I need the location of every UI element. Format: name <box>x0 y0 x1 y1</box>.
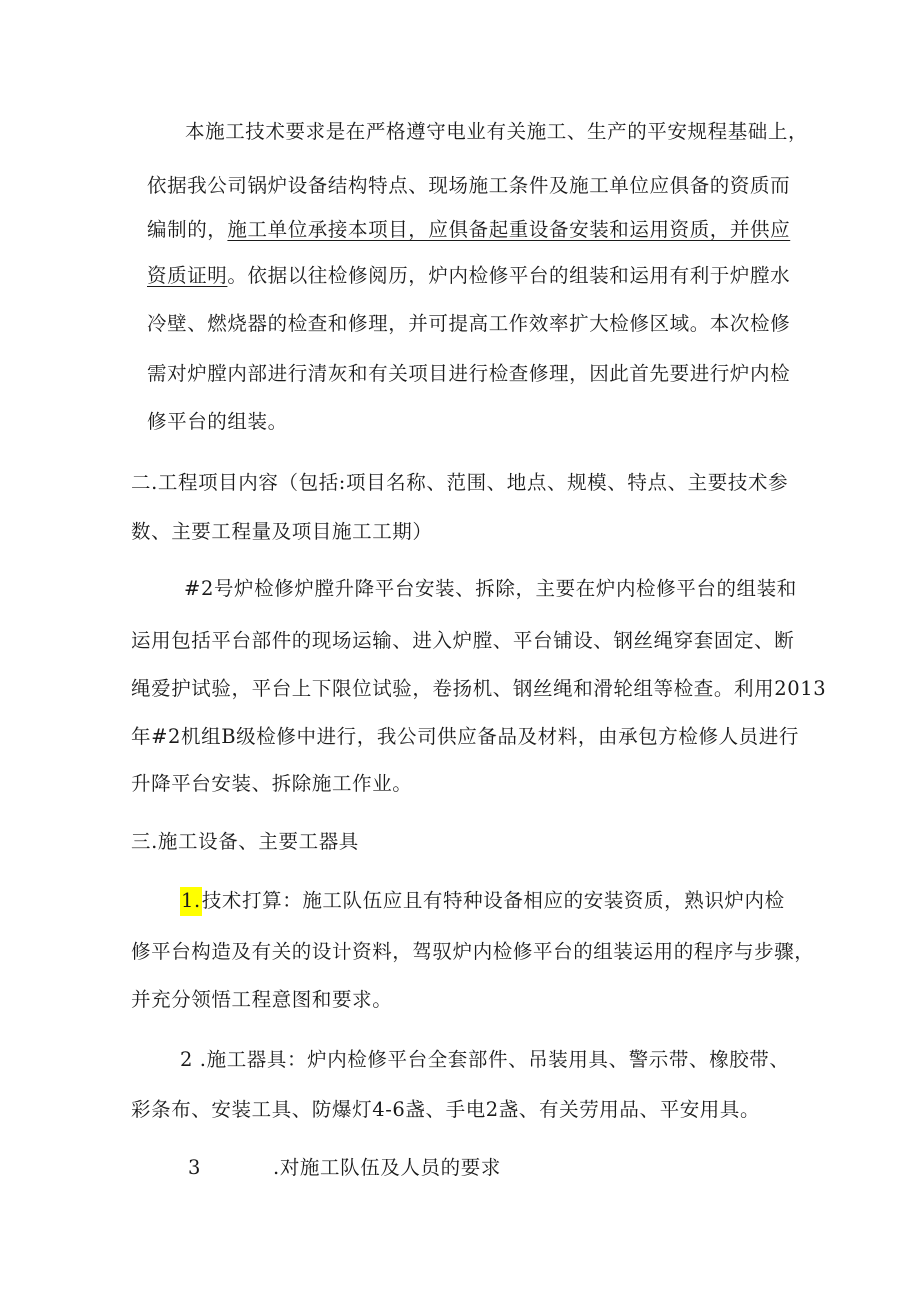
section-3-item-2-line-2: 彩条布、安装工具、防爆灯4-6盏、手电2盏、有关劳用品、平安用具。 <box>131 1098 761 1121</box>
section-3-heading: 三.施工设备、主要工器具 <box>131 830 359 853</box>
section-2-heading-line-1: 二.工程项目内容（包括:项目名称、范围、地点、规模、特点、主要技术参 <box>131 471 789 494</box>
section-2-body-line-5: 升降平台安装、拆除施工作业。 <box>131 772 413 795</box>
section-3-item-1-line-1 <box>180 887 785 915</box>
item-3-number: 3 <box>188 1156 202 1179</box>
paragraph-1-line-6: 需对炉膛内部进行清灰和有关项目进行检查修理，因此首先要进行炉内检 <box>147 362 791 385</box>
underlined-requirement-text: 施工单位承接本项目，应俱备起重设备安装和运用资质，并供应 <box>227 218 791 241</box>
underlined-qualification-proof: 资质证明 <box>147 264 228 287</box>
section-2-body-line-3: 绳爱护试验，平台上下限位试验，卷扬机、钢丝绳和滑轮组等检查。利用2013 <box>131 677 827 700</box>
paragraph-1-line-5: 冷壁、燃烧器的检查和修理，并可提高工作效率扩大检修区域。本次检修 <box>147 312 791 335</box>
section-3-item-2-line-1: 2 .施工器具：炉内检修平台全套部件、吊装用具、警示带、橡胶带、 <box>180 1048 790 1071</box>
item-1-text: 技术打算：施工队伍应且有特种设备相应的安装资质，熟识炉内检 <box>201 889 785 912</box>
paragraph-1-line-3 <box>147 216 790 244</box>
item-1-number-highlight: 1. <box>180 887 202 916</box>
section-2-body-line-2: 运用包括平台部件的现场运输、进入炉膛、平台铺设、钢丝绳穿套固定、断 <box>131 629 795 652</box>
paragraph-1-line-4-plain: 。依据以往检修阅历，炉内检修平台的组装和运用有利于炉膛水 <box>227 264 791 287</box>
item-3-text: .对施工队伍及人员的要求 <box>273 1156 501 1179</box>
section-3-item-3 <box>188 1154 501 1182</box>
section-2-heading-line-2: 数、主要工程量及项目施工工期） <box>131 520 433 543</box>
section-2-body-line-4: 年#2机组B级检修中进行，我公司供应备品及材料，由承包方检修人员进行 <box>131 725 799 748</box>
paragraph-1-line-7: 修平台的组装。 <box>147 410 288 433</box>
paragraph-1-line-3-plain: 编制的， <box>147 218 228 241</box>
section-3-item-1-line-2: 修平台构造及有关的设计资料，驾驭炉内检修平台的组装运用的程序与步骤， <box>131 940 815 963</box>
section-2-body-line-1: #2号炉检修炉膛升降平台安装、拆除，主要在炉内检修平台的组装和 <box>184 577 797 600</box>
paragraph-1-line-4 <box>147 262 790 290</box>
section-3-item-1-line-3: 并充分领悟工程意图和要求。 <box>131 988 393 1011</box>
paragraph-1-line-1: 本施工技术要求是在严格遵守电业有关施工、生产的平安规程基础上， <box>185 120 809 143</box>
paragraph-1-line-2: 依据我公司锅炉设备结构特点、现场施工条件及施工单位应俱备的资质而 <box>147 174 791 197</box>
